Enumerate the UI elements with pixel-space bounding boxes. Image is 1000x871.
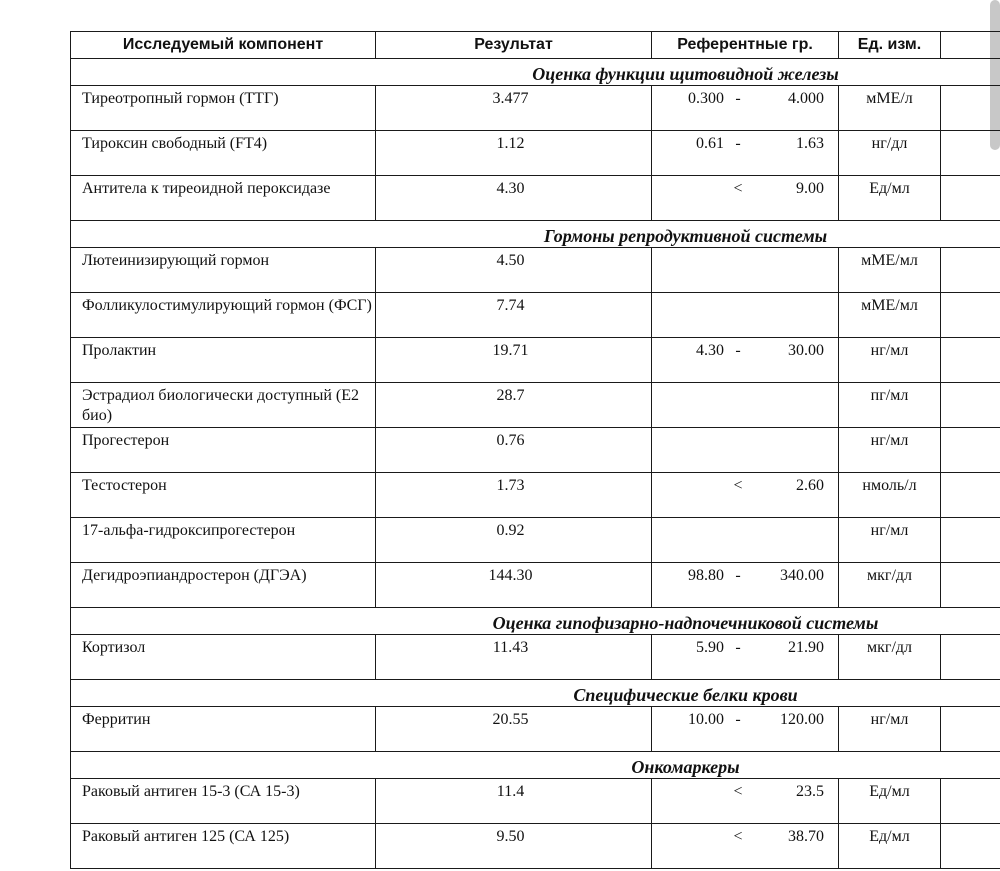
extra-cell bbox=[941, 131, 1000, 176]
extra-cell bbox=[941, 635, 1000, 680]
section-header-row bbox=[71, 221, 1000, 248]
reference-range bbox=[652, 563, 839, 608]
unit-value: нг/мл bbox=[839, 518, 941, 563]
table-row bbox=[71, 338, 1000, 383]
reference-range bbox=[652, 428, 839, 473]
table-row bbox=[71, 248, 1000, 293]
table-row bbox=[71, 131, 1000, 176]
component-name: Раковый антиген 125 (СА 125) bbox=[71, 824, 376, 869]
table-row bbox=[71, 563, 1000, 608]
extra-cell bbox=[941, 293, 1000, 338]
result-value: 19.71 bbox=[376, 338, 652, 383]
reference-separator: - bbox=[735, 342, 741, 359]
unit-value: нг/мл bbox=[839, 707, 941, 752]
reference-range bbox=[652, 176, 839, 221]
reference-low: 0.300 bbox=[688, 90, 724, 107]
component-name: Дегидроэпиандростерон (ДГЭА) bbox=[71, 563, 376, 608]
component-name: Раковый антиген 15-3 (СА 15-3) bbox=[71, 779, 376, 824]
reference-range bbox=[652, 518, 839, 563]
table-row bbox=[71, 824, 1000, 869]
result-value: 7.74 bbox=[376, 293, 652, 338]
reference-range bbox=[652, 473, 839, 518]
reference-high: 340.00 bbox=[780, 567, 824, 584]
unit-value: мкг/дл bbox=[839, 563, 941, 608]
extra-cell bbox=[941, 86, 1000, 131]
component-name: Пролактин bbox=[71, 338, 376, 383]
extra-cell bbox=[941, 338, 1000, 383]
result-value: 11.4 bbox=[376, 779, 652, 824]
reference-range bbox=[652, 824, 839, 869]
component-name: Лютеинизирующий гормон bbox=[71, 248, 376, 293]
table-row bbox=[71, 518, 1000, 563]
header-extra bbox=[941, 32, 1000, 59]
section-title: Специфические белки крови bbox=[573, 685, 798, 705]
unit-value: мМЕ/л bbox=[839, 86, 941, 131]
reference-high: 120.00 bbox=[780, 711, 824, 728]
reference-low: 4.30 bbox=[696, 342, 724, 359]
unit-value: пг/мл bbox=[839, 383, 941, 428]
reference-separator: < bbox=[733, 477, 743, 494]
reference-separator: - bbox=[735, 567, 741, 584]
component-name: Эстрадиол биологически доступный (E2 био) bbox=[71, 383, 376, 428]
reference-range bbox=[652, 293, 839, 338]
extra-cell bbox=[941, 563, 1000, 608]
reference-low: 5.90 bbox=[696, 639, 724, 656]
result-value: 1.73 bbox=[376, 473, 652, 518]
unit-value: мкг/дл bbox=[839, 635, 941, 680]
section-header-row bbox=[71, 752, 1000, 779]
lab-results-table bbox=[70, 31, 1000, 869]
reference-range bbox=[652, 635, 839, 680]
table-row bbox=[71, 707, 1000, 752]
reference-range bbox=[652, 338, 839, 383]
section-title: Гормоны репродуктивной системы bbox=[543, 226, 828, 246]
result-value: 0.92 bbox=[376, 518, 652, 563]
reference-high: 2.60 bbox=[796, 477, 824, 494]
extra-cell bbox=[941, 383, 1000, 428]
header-unit: Ед. изм. bbox=[839, 32, 941, 59]
result-value: 144.30 bbox=[376, 563, 652, 608]
extra-cell bbox=[941, 518, 1000, 563]
header-reference: Референтные гр. bbox=[652, 32, 839, 59]
component-name: Прогестерон bbox=[71, 428, 376, 473]
reference-high: 4.000 bbox=[788, 90, 824, 107]
section-title: Оценка функции щитовидной железы bbox=[532, 64, 839, 84]
reference-high: 23.5 bbox=[796, 783, 824, 800]
section-title: Оценка гипофизарно-надпочечниковой системы bbox=[492, 613, 879, 633]
result-value: 28.7 bbox=[376, 383, 652, 428]
table-row bbox=[71, 86, 1000, 131]
reference-separator: - bbox=[735, 135, 741, 152]
table-row bbox=[71, 635, 1000, 680]
reference-range bbox=[652, 131, 839, 176]
reference-range bbox=[652, 248, 839, 293]
table-header-row bbox=[71, 32, 1000, 59]
extra-cell bbox=[941, 707, 1000, 752]
unit-value: Ед/мл bbox=[839, 824, 941, 869]
result-value: 0.76 bbox=[376, 428, 652, 473]
reference-low: 10.00 bbox=[688, 711, 724, 728]
unit-value: нг/мл bbox=[839, 338, 941, 383]
reference-high: 21.90 bbox=[788, 639, 824, 656]
header-component: Исследуемый компонент bbox=[71, 32, 376, 59]
reference-range bbox=[652, 86, 839, 131]
table-row bbox=[71, 428, 1000, 473]
reference-low: 98.80 bbox=[688, 567, 724, 584]
extra-cell bbox=[941, 248, 1000, 293]
reference-separator: < bbox=[733, 828, 743, 845]
result-value: 1.12 bbox=[376, 131, 652, 176]
reference-range bbox=[652, 707, 839, 752]
reference-separator: < bbox=[733, 783, 743, 800]
unit-value: Ед/мл bbox=[839, 779, 941, 824]
result-value: 4.30 bbox=[376, 176, 652, 221]
unit-value: нг/дл bbox=[839, 131, 941, 176]
component-name: Кортизол bbox=[71, 635, 376, 680]
unit-value: мМЕ/мл bbox=[839, 248, 941, 293]
extra-cell bbox=[941, 176, 1000, 221]
reference-range bbox=[652, 779, 839, 824]
result-value: 4.50 bbox=[376, 248, 652, 293]
component-name: 17-альфа-гидроксипрогестерон bbox=[71, 518, 376, 563]
component-name: Фолликулостимулирующий гормон (ФСГ) bbox=[71, 293, 376, 338]
header-result: Результат bbox=[376, 32, 652, 59]
result-value: 11.43 bbox=[376, 635, 652, 680]
unit-value: нмоль/л bbox=[839, 473, 941, 518]
reference-separator: - bbox=[735, 711, 741, 728]
reference-low: 0.61 bbox=[696, 135, 724, 152]
reference-separator: - bbox=[735, 90, 741, 107]
result-value: 3.477 bbox=[376, 86, 652, 131]
component-name: Ферритин bbox=[71, 707, 376, 752]
table-row bbox=[71, 383, 1000, 428]
result-value: 20.55 bbox=[376, 707, 652, 752]
component-name: Тиреотропный гормон (ТТГ) bbox=[71, 86, 376, 131]
extra-cell bbox=[941, 779, 1000, 824]
section-header-row bbox=[71, 680, 1000, 707]
extra-cell bbox=[941, 824, 1000, 869]
component-name: Тестостерон bbox=[71, 473, 376, 518]
table-row bbox=[71, 176, 1000, 221]
reference-high: 9.00 bbox=[796, 180, 824, 197]
component-name: Антитела к тиреоидной пероксидазе bbox=[71, 176, 376, 221]
reference-high: 1.63 bbox=[796, 135, 824, 152]
result-value: 9.50 bbox=[376, 824, 652, 869]
extra-cell bbox=[941, 428, 1000, 473]
reference-separator: < bbox=[733, 180, 743, 197]
unit-value: мМЕ/мл bbox=[839, 293, 941, 338]
reference-high: 30.00 bbox=[788, 342, 824, 359]
table-row bbox=[71, 293, 1000, 338]
table-row bbox=[71, 779, 1000, 824]
section-header-row bbox=[71, 59, 1000, 86]
component-name: Тироксин свободный (FT4) bbox=[71, 131, 376, 176]
unit-value: нг/мл bbox=[839, 428, 941, 473]
unit-value: Ед/мл bbox=[839, 176, 941, 221]
section-title: Онкомаркеры bbox=[631, 757, 740, 777]
table-row bbox=[71, 473, 1000, 518]
reference-range bbox=[652, 383, 839, 428]
section-header-row bbox=[71, 608, 1000, 635]
reference-high: 38.70 bbox=[788, 828, 824, 845]
extra-cell bbox=[941, 473, 1000, 518]
reference-separator: - bbox=[735, 639, 741, 656]
